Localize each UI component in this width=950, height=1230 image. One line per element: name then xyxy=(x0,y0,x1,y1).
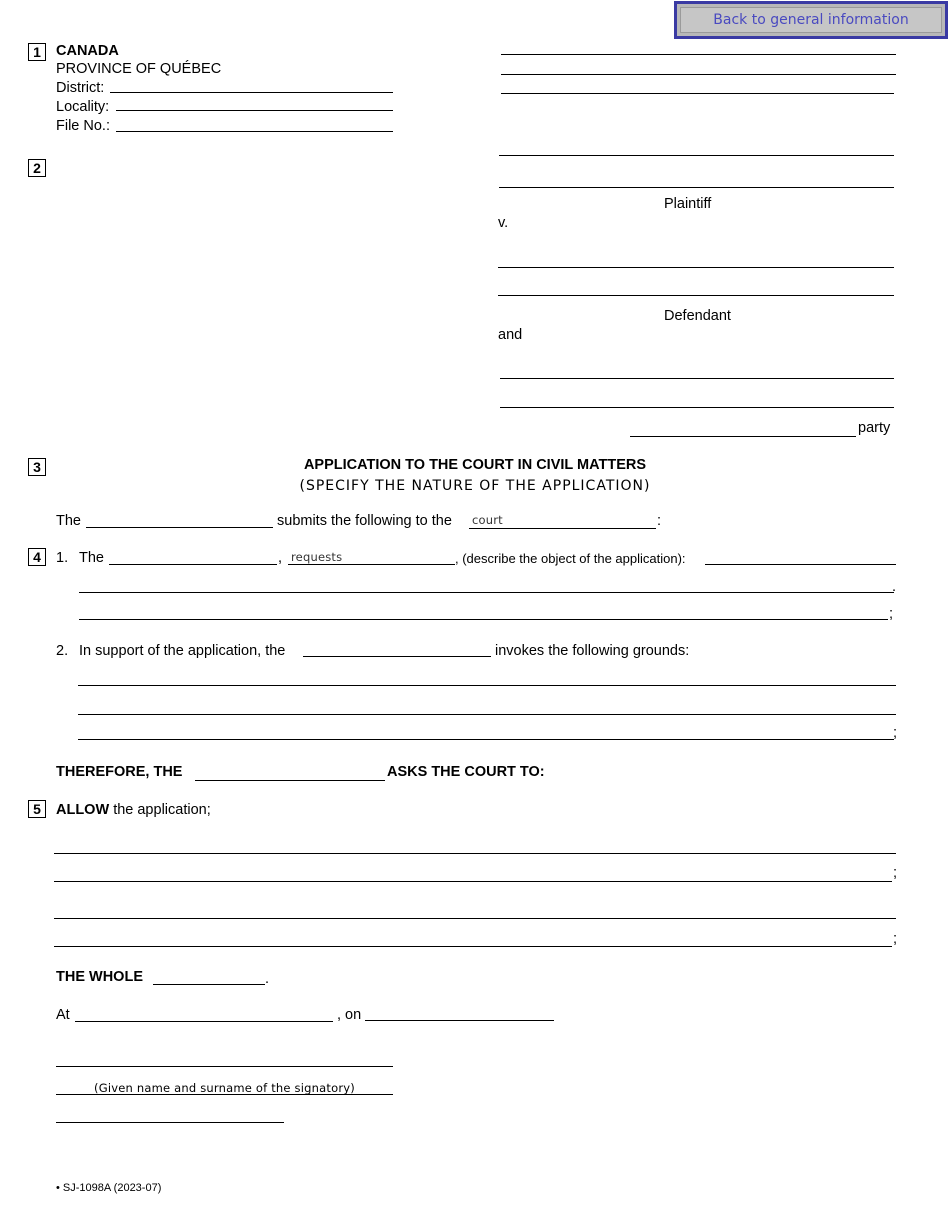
signatory-hint: (Given name and surname of the signatory) xyxy=(94,1081,355,1095)
party-line-2[interactable] xyxy=(500,407,894,408)
the-label: The xyxy=(56,513,81,529)
the-whole-label: THE WHOLE xyxy=(56,969,143,985)
section-marker-4: 4 xyxy=(28,548,46,566)
defendant-line-1[interactable] xyxy=(498,267,894,268)
date-field[interactable] xyxy=(365,1020,554,1021)
party-line-1[interactable] xyxy=(500,378,894,379)
back-to-general-info-button[interactable] xyxy=(674,1,948,39)
country-label: CANADA xyxy=(56,43,119,59)
grounds-field-2[interactable] xyxy=(78,714,896,715)
form-code: • SJ-1098A (2023-07) xyxy=(56,1182,162,1194)
item1-party-field[interactable] xyxy=(109,564,277,565)
versus-label: v. xyxy=(498,215,509,231)
section-marker-5: 5 xyxy=(28,800,46,818)
locality-field[interactable] xyxy=(116,110,393,111)
province-label: PROVINCE OF QUÉBEC xyxy=(56,61,222,77)
conclusion-field-4[interactable] xyxy=(54,946,892,947)
item2-text-after: invokes the following grounds: xyxy=(495,643,690,659)
and-label: and xyxy=(498,327,523,343)
submits-label: submits the following to the xyxy=(277,513,452,529)
object-semicolon: ; xyxy=(889,606,894,622)
therefore-before: THEREFORE, THE xyxy=(56,764,183,780)
item1-comma: , xyxy=(278,550,283,566)
section-marker-3: 3 xyxy=(28,458,46,476)
therefore-after: ASKS THE COURT TO: xyxy=(387,764,545,780)
allow-line xyxy=(56,801,211,819)
item1-the-label: The xyxy=(79,550,104,566)
plaintiff-line-2[interactable] xyxy=(499,187,894,188)
describe-label: , (describe the object of the application): xyxy=(455,551,686,566)
court-line-1[interactable] xyxy=(501,54,896,55)
allow-rest: the application; xyxy=(113,802,211,818)
conclusion-semicolon-1: ; xyxy=(893,865,898,881)
allow-keyword: ALLOW xyxy=(56,802,110,818)
item2-number: 2. xyxy=(56,643,69,659)
the-whole-period: . xyxy=(265,971,270,987)
file-number-label: File No.: xyxy=(56,118,110,134)
plaintiff-label: Plaintiff xyxy=(664,196,712,212)
section-marker-1: 1 xyxy=(28,43,46,61)
applicant-field[interactable] xyxy=(86,527,273,528)
at-label: At xyxy=(56,1007,70,1023)
conclusion-field-1[interactable] xyxy=(54,853,896,854)
conclusion-field-2[interactable] xyxy=(54,881,892,882)
conclusion-field-3[interactable] xyxy=(54,918,896,919)
item2-party-field[interactable] xyxy=(303,656,491,657)
district-field[interactable] xyxy=(110,92,393,93)
application-title: APPLICATION TO THE COURT IN CIVIL MATTERS xyxy=(303,457,647,473)
defendant-label: Defendant xyxy=(664,308,731,324)
on-label: , on xyxy=(337,1007,362,1023)
signatory-extra-field[interactable] xyxy=(56,1122,284,1123)
grounds-field-1[interactable] xyxy=(78,685,896,686)
court-line-2[interactable] xyxy=(501,74,896,75)
section-marker-2: 2 xyxy=(28,159,46,177)
object-field-2[interactable] xyxy=(79,592,894,593)
object-field-3[interactable] xyxy=(79,619,888,620)
object-field-1[interactable] xyxy=(705,564,896,565)
grounds-field-3[interactable] xyxy=(78,739,894,740)
plaintiff-line-1[interactable] xyxy=(499,155,894,156)
application-subtitle: (SPECIFY THE NATURE OF THE APPLICATION) xyxy=(299,478,651,494)
district-label: District: xyxy=(56,80,105,96)
object-period: . xyxy=(892,579,897,595)
therefore-party-field[interactable] xyxy=(195,780,385,781)
signature-field[interactable] xyxy=(56,1066,393,1067)
grounds-semicolon: ; xyxy=(893,725,898,741)
court-line-3[interactable] xyxy=(501,93,894,94)
colon-label: : xyxy=(657,513,662,529)
defendant-line-2[interactable] xyxy=(498,295,894,296)
item1-number: 1. xyxy=(56,550,69,566)
conclusion-semicolon-2: ; xyxy=(893,931,898,947)
party-label: party xyxy=(858,420,891,436)
party-type-field[interactable] xyxy=(630,436,856,437)
the-whole-field[interactable] xyxy=(153,984,265,985)
locality-label: Locality: xyxy=(56,99,110,115)
place-field[interactable] xyxy=(75,1021,333,1022)
file-number-field[interactable] xyxy=(116,131,393,132)
requests-hint: requests xyxy=(291,550,343,564)
item2-text-before: In support of the application, the xyxy=(79,643,286,659)
court-hint: court xyxy=(472,513,503,527)
back-button-label[interactable]: Back to general information xyxy=(680,7,942,33)
